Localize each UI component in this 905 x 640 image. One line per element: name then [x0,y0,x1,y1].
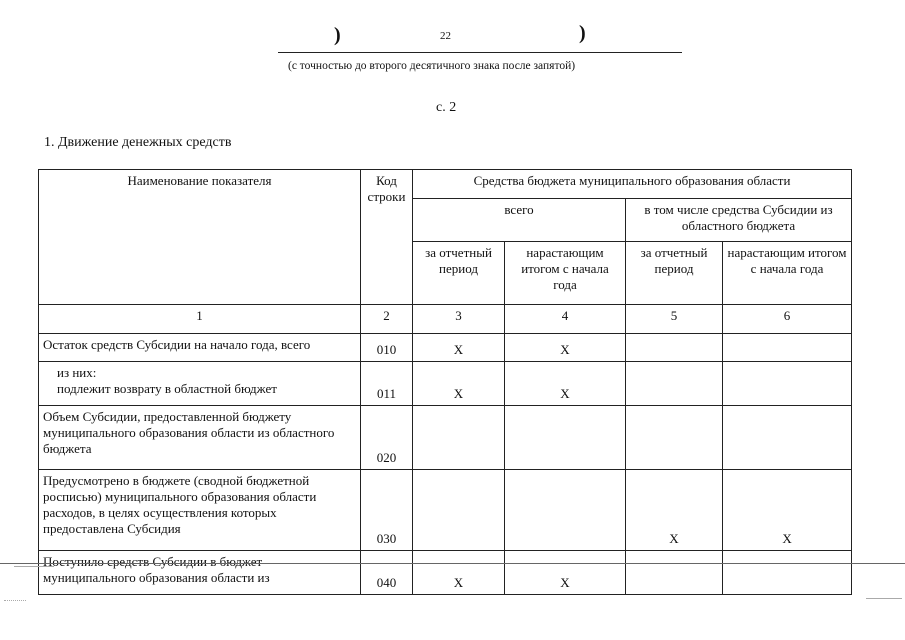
column-numbers-row [39,305,852,334]
column-number: 5 [626,305,723,334]
row-code: 040 [361,551,413,595]
cash-flow-table [38,169,852,595]
cell-value [626,334,723,362]
section-title: 1. Движение денежных средств [44,135,232,150]
scan-artifact-line [4,600,26,601]
column-number: 3 [413,305,505,334]
cell-value: X [505,551,626,595]
header-subsidy: в том числе средства Субсидии из областного бюджета [626,199,852,242]
right-bracket-mark: ) [579,22,586,44]
table-row [39,551,852,595]
row-name: Объем Субсидии, предоставленной бюджету муниципального образования области из областного бюджета [39,406,361,470]
table-row [39,406,852,470]
row-name-line: подлежит возврату в областной бюджет [57,381,277,396]
cell-value [413,470,505,551]
row-code: 010 [361,334,413,362]
header-rule [278,52,682,53]
column-number: 1 [39,305,361,334]
table-row [39,362,852,406]
page-label: с. 2 [436,100,457,115]
cell-value: X [723,470,852,551]
cell-value [723,551,852,595]
precision-note: (с точностью до второго десятичного знака после запятой) [288,60,576,72]
column-number: 4 [505,305,626,334]
header-row-1 [39,170,852,199]
row-code: 011 [361,362,413,406]
column-number: 2 [361,305,413,334]
cell-value [505,470,626,551]
scan-artifact-line [14,566,54,567]
header-cumulative-total: нарастающим итогом с начала года [505,242,626,305]
cell-value [626,551,723,595]
cell-value: X [413,334,505,362]
header-indicator-name: Наименование показателя [39,170,361,305]
row-name-line: из них: [57,365,97,380]
header-period-subsidy: за отчетный период [626,242,723,305]
left-bracket-mark: ) [334,24,341,46]
cell-value [626,362,723,406]
row-name: Поступило средств Субсидии в бюджет муниципального образования области из [39,551,361,595]
cell-value [505,406,626,470]
cell-value [723,334,852,362]
row-code: 030 [361,470,413,551]
page-break-line [0,563,905,564]
table-row [39,470,852,551]
table-row [39,334,852,362]
cell-value [723,406,852,470]
header-total: всего [413,199,626,242]
row-name [39,362,361,406]
cell-value: X [413,551,505,595]
header-period-total: за отчетный период [413,242,505,305]
page-number: 22 [440,30,451,42]
row-code: 020 [361,406,413,470]
scan-artifact-line [866,598,902,599]
row-name: Остаток средств Субсидии на начало года, всего [39,334,361,362]
header-municipal-budget: Средства бюджета муниципального образования области [413,170,852,199]
column-number: 6 [723,305,852,334]
row-name: Предусмотрено в бюджете (сводной бюджетной росписью) муниципального образования области расходов, в целях осуществления которых предоставлена Субсидия [39,470,361,551]
cell-value [723,362,852,406]
cell-value: X [626,470,723,551]
cell-value: X [505,362,626,406]
cell-value [413,406,505,470]
cell-value [626,406,723,470]
header-cumulative-subsidy: нарастающим итогом с начала года [723,242,852,305]
header-line-code: Код строки [361,170,413,305]
cell-value: X [505,334,626,362]
cell-value: X [413,362,505,406]
